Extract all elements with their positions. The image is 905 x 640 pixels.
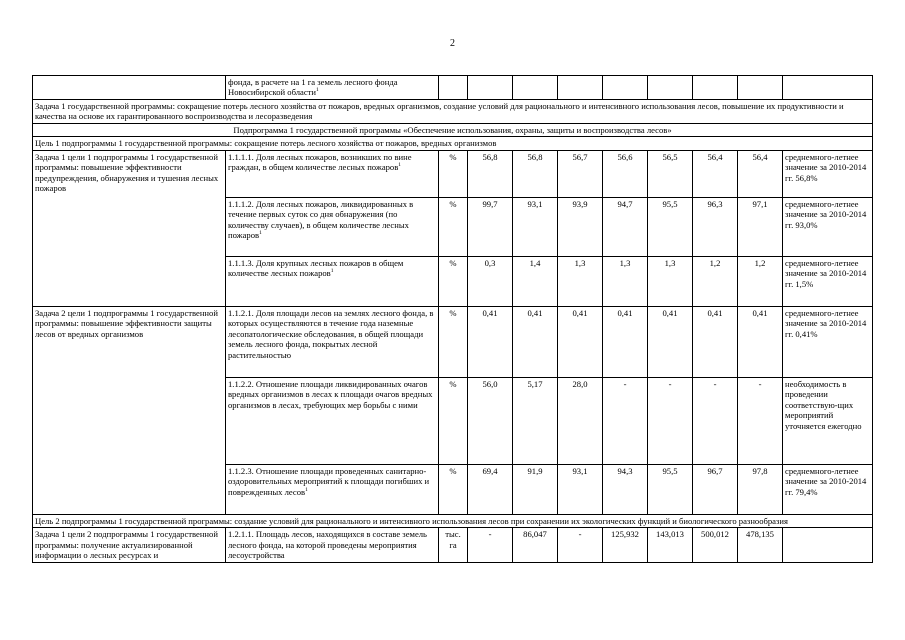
table-row xyxy=(33,528,873,562)
value-cell: 0,41 xyxy=(468,306,513,377)
value-cell: 97,8 xyxy=(738,464,783,514)
indicator-cell: фонда, в расчете на 1 га земель лесного фонда Новосибирской области$^1$ xyxy=(226,76,439,100)
value-cell: 94,3 xyxy=(603,464,648,514)
value-cell: 478,135 xyxy=(738,528,783,562)
value-cell: 56,5 xyxy=(648,150,693,197)
value-cell: 500,012 xyxy=(693,528,738,562)
indicator-cell: 1.2.1.1. Площадь лесов, находящихся в составе земель лесного фонда, на которой проведены мероприятия лесоустройства xyxy=(226,528,439,562)
value-cell: - xyxy=(468,528,513,562)
task-cell: Задача 1 цели 2 подпрограммы 1 государственной программы: получение актуализированной информации о лесных ресурсах и xyxy=(33,528,226,562)
value-cell: 5,17 xyxy=(513,377,558,464)
unit-cell: % xyxy=(439,377,468,464)
unit-cell: % xyxy=(439,256,468,306)
goal-title: Цель 1 подпрограммы 1 государственной программы: сокращение потерь лесного хозяйства от пожаров, вредных организмов xyxy=(33,137,873,150)
value-cell: 96,7 xyxy=(693,464,738,514)
subprogram-title: Подпрограмма 1 государственной программы «Обеспечение использования, охраны, защиты и воспроизводства лесов» xyxy=(33,123,873,136)
unit-cell: % xyxy=(439,150,468,197)
unit-cell: % xyxy=(439,464,468,514)
value-cell: 69,4 xyxy=(468,464,513,514)
value-cell: 56,4 xyxy=(693,150,738,197)
value-cell: 0,41 xyxy=(513,306,558,377)
note-cell: среднемного-летнее значение за 2010-2014 гг. 79,4% xyxy=(783,464,873,514)
value-cell: 0,41 xyxy=(603,306,648,377)
unit-cell: % xyxy=(439,306,468,377)
value-cell: 1,2 xyxy=(738,256,783,306)
task-cell: Задача 2 цели 1 подпрограммы 1 государственной программы: повышение эффективности защиты лесов от вредных организмов xyxy=(33,306,226,514)
value-cell: - xyxy=(603,377,648,464)
value-cell: 86,047 xyxy=(513,528,558,562)
task-title: Задача 1 государственной программы: сокращение потерь лесного хозяйства от пожаров, вредных организмов, создание условий для рационального и интенсивного использования лесов, повышение их продуктивности и качества на основе их гарантированного воспроизводства и лесоразведения xyxy=(33,99,873,123)
value-cell: 1,3 xyxy=(558,256,603,306)
table-row xyxy=(33,76,873,100)
value-cell: 1,4 xyxy=(513,256,558,306)
table-row xyxy=(33,150,873,197)
indicators-table xyxy=(32,75,873,563)
value-cell: 95,5 xyxy=(648,197,693,256)
value-cell: 93,9 xyxy=(558,197,603,256)
indicator-cell: 1.1.1.3. Доля крупных лесных пожаров в общем количестве лесных пожаров$^1$ xyxy=(226,256,439,306)
value-cell: 0,41 xyxy=(693,306,738,377)
value-cell: 0,3 xyxy=(468,256,513,306)
section-row xyxy=(33,514,873,527)
value-cell: - xyxy=(693,377,738,464)
value-cell: 1,3 xyxy=(648,256,693,306)
value-cell: 56,7 xyxy=(558,150,603,197)
section-row xyxy=(33,137,873,150)
value-cell: 0,41 xyxy=(558,306,603,377)
value-cell: 56,4 xyxy=(738,150,783,197)
value-cell: - xyxy=(738,377,783,464)
indicator-cell: 1.1.1.1. Доля лесных пожаров, возникших по вине граждан, в общем количестве лесных пожаров$^1$ xyxy=(226,150,439,197)
value-cell: 93,1 xyxy=(558,464,603,514)
value-cell: 56,0 xyxy=(468,377,513,464)
section-row xyxy=(33,123,873,136)
value-cell: - xyxy=(648,377,693,464)
value-cell: 96,3 xyxy=(693,197,738,256)
table-row xyxy=(33,306,873,377)
value-cell: 56,8 xyxy=(513,150,558,197)
value-cell: 143,013 xyxy=(648,528,693,562)
value-cell: 91,9 xyxy=(513,464,558,514)
note-cell: среднемного-летнее значение за 2010-2014 гг. 0,41% xyxy=(783,306,873,377)
note-cell: среднемного-летнее значение за 2010-2014 гг. 56,8% xyxy=(783,150,873,197)
indicator-cell: 1.1.2.3. Отношение площади проведенных санитарно-оздоровительных мероприятий к площади погибших и поврежденных лесов$^1$ xyxy=(226,464,439,514)
indicator-cell: 1.1.1.2. Доля лесных пожаров, ликвидированных в течение первых суток со дня обнаружения (по количеству случаев), в общем количестве лесных пожаров$^1$ xyxy=(226,197,439,256)
indicator-cell: 1.1.2.2. Отношение площади ликвидированных очагов вредных организмов в лесах к площади очагов вредных организмов в лесах, требующих мер борьбы с ними xyxy=(226,377,439,464)
unit-cell: % xyxy=(439,197,468,256)
value-cell: 0,41 xyxy=(738,306,783,377)
value-cell: - xyxy=(558,528,603,562)
value-cell: 94,7 xyxy=(603,197,648,256)
unit-cell: тыс. га xyxy=(439,528,468,562)
value-cell: 97,1 xyxy=(738,197,783,256)
indicator-cell: 1.1.2.1. Доля площади лесов на землях лесного фонда, в которых осуществляются в течение года наземные лесопатологические обследования, в общей площади земель лесного фонда, покрытых лесной растительностью xyxy=(226,306,439,377)
value-cell: 99,7 xyxy=(468,197,513,256)
value-cell: 56,8 xyxy=(468,150,513,197)
value-cell: 28,0 xyxy=(558,377,603,464)
value-cell: 1,2 xyxy=(693,256,738,306)
value-cell: 93,1 xyxy=(513,197,558,256)
goal-title: Цель 2 подпрограммы 1 государственной программы: создание условий для рационального и интенсивного использования лесов при сохранении их экологических функций и биологического разнообразия xyxy=(33,514,873,527)
section-row xyxy=(33,99,873,123)
value-cell: 1,3 xyxy=(603,256,648,306)
value-cell: 125,932 xyxy=(603,528,648,562)
value-cell: 56,6 xyxy=(603,150,648,197)
note-cell: необходимость в проведении соответствую-щих мероприятий уточняется ежегодно xyxy=(783,377,873,464)
page-number: 2 xyxy=(450,38,455,49)
value-cell: 0,41 xyxy=(648,306,693,377)
note-cell: среднемного-летнее значение за 2010-2014 гг. 93,0% xyxy=(783,197,873,256)
note-cell xyxy=(783,528,873,562)
task-cell: Задача 1 цели 1 подпрограммы 1 государственной программы: повышение эффективности предупреждения, обнаружения и тушения лесных пожаров xyxy=(33,150,226,306)
value-cell: 95,5 xyxy=(648,464,693,514)
note-cell: среднемного-летнее значение за 2010-2014 гг. 1,5% xyxy=(783,256,873,306)
